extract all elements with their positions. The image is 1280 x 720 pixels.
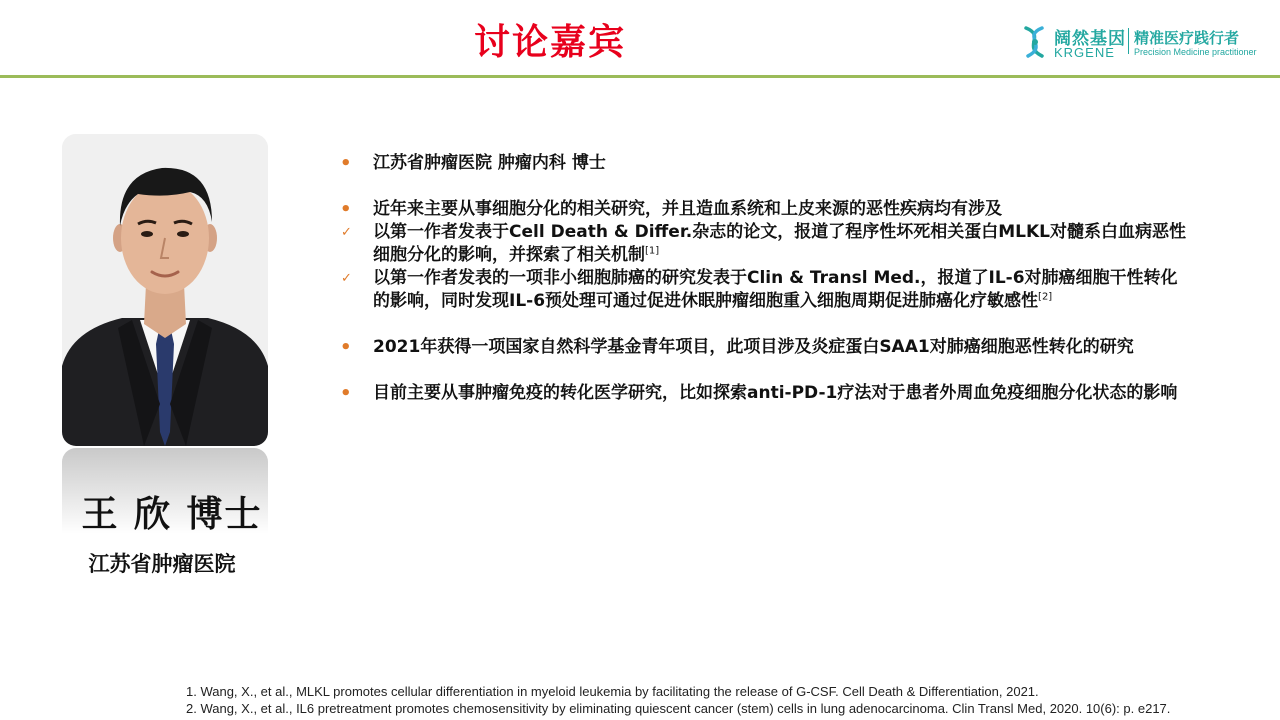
logo-slogan-cn: 精准医疗践行者 [1134,29,1240,47]
logo-separator [1128,28,1129,54]
header-divider [0,75,1280,78]
bio-item [340,221,1190,267]
speaker-name: 王 欣 博士 [81,494,263,535]
bio-text: 以第一作者发表的一项非小细胞肺癌的研究发表于Clin & Transl Med.，报道了IL-6对肺癌细胞干性转化的影响，同时发现IL-6预处理可通过促进休眠肿瘤细胞重入细胞周期促进肺癌化疗敏感性 [373,268,1178,311]
logo-brand-cn: 阔然基因 [1054,29,1126,49]
bio-text: 近年来主要从事细胞分化的相关研究，并且造血系统和上皮来源的恶性疾病均有涉及 [373,199,1002,219]
krgene-logo [1018,22,1268,64]
citation-marker: [2] [1038,291,1053,303]
bio-item [340,198,1190,221]
speaker-hospital: 江苏省肿瘤医院 [88,552,236,576]
checkmark-icon: ✓ [341,271,352,286]
reference-item: 2. Wang, X., et al., IL6 pretreatment promotes chemosensitivity by eliminating quiescent cancer (stem) cells in lung adenocarcinoma. Clin Transl Med, 2020. 10(6): p. e217. [186,701,1171,716]
bullet-dot-icon: • [340,337,352,358]
references [186,683,1276,717]
logo-slogan-en: Precision Medicine practitioner [1134,47,1257,57]
dna-helix-icon [1018,22,1052,60]
reference-item: 1. Wang, X., et al., MLKL promotes cellular differentiation in myeloid leukemia by facilitating the release of G-CSF. Cell Death & Differentiation, 2021. [186,684,1039,699]
slide-title: 讨论嘉宾 [473,22,626,63]
bio-list [340,152,1190,405]
citation-marker: [1] [645,245,660,257]
bio-text: 江苏省肿瘤医院 肿瘤内科 博士 [373,153,606,173]
speaker-photo [62,134,268,446]
bio-item [340,382,1190,405]
bullet-dot-icon: • [340,153,352,174]
bio-item [340,267,1190,313]
bio-item [340,152,1190,175]
bio-item [340,336,1190,359]
bio-text: 以第一作者发表于Cell Death & Differ.杂志的论文，报道了程序性坏死相关蛋白MLKL对髓系白血病恶性细胞分化的影响，并探索了相关机制 [373,222,1186,265]
bio-text: 2021年获得一项国家自然科学基金青年项目，此项目涉及炎症蛋白SAA1对肺癌细胞恶性转化的研究 [373,337,1134,357]
bio-text: 目前主要从事肿瘤免疫的转化医学研究，比如探索anti-PD-1疗法对于患者外周血免疫细胞分化状态的影响 [373,383,1178,403]
logo-brand-en: KRGENE [1054,45,1115,60]
checkmark-icon: ✓ [341,225,352,240]
bullet-dot-icon: • [340,383,352,404]
bullet-dot-icon: • [340,199,352,220]
